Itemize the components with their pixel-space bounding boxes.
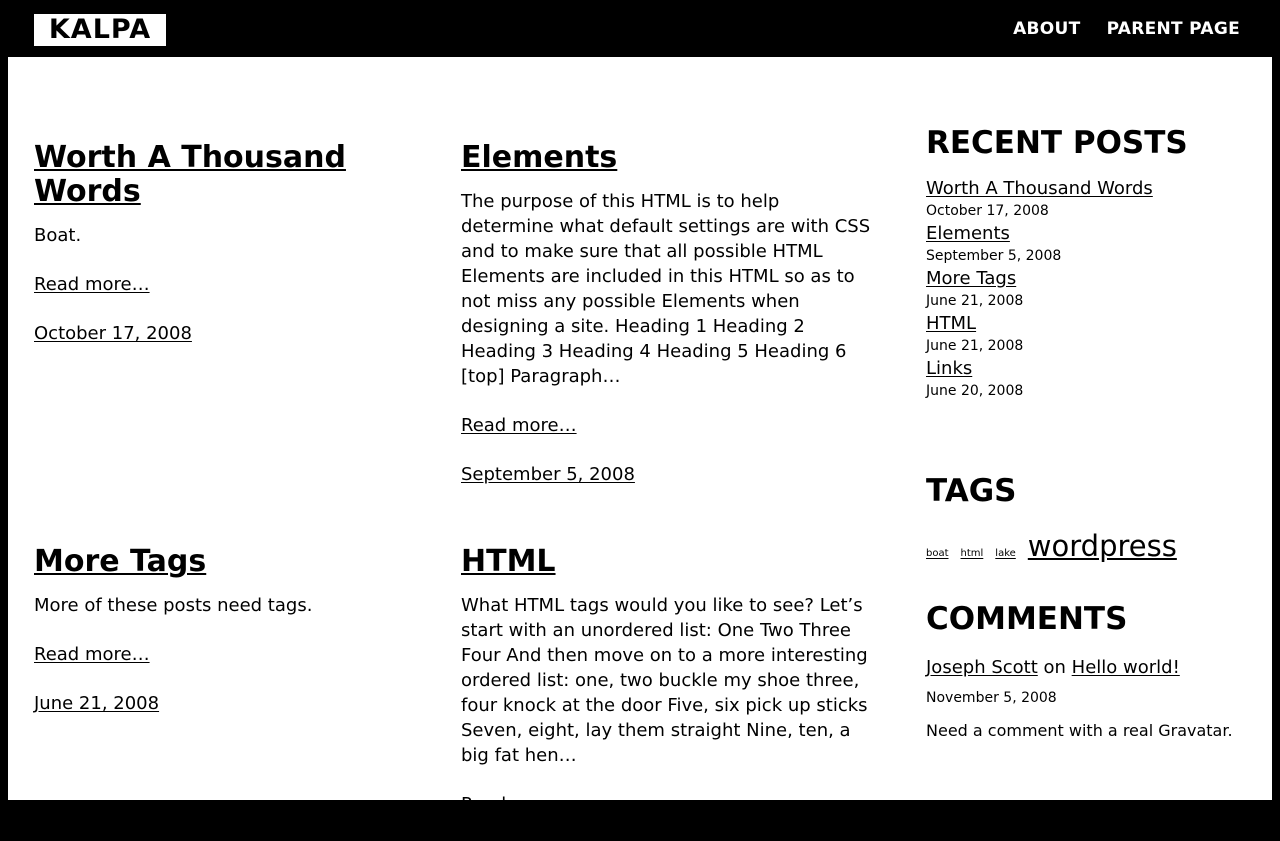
list-item [926, 267, 1256, 311]
tag-cloud [926, 529, 1256, 563]
comments-heading: COMMENTS [926, 601, 1128, 637]
list-item [926, 177, 1256, 221]
read-more-link[interactable]: Read more… [461, 415, 577, 436]
comment-post-link[interactable]: Hello world! [1071, 657, 1180, 678]
recent-post-date: September 5, 2008 [926, 248, 1062, 264]
tag-link[interactable]: html [960, 548, 984, 559]
nav-about[interactable]: ABOUT [1013, 19, 1081, 39]
main-content [8, 57, 1272, 815]
comment-date: November 5, 2008 [926, 690, 1057, 706]
recent-posts-list [926, 177, 1256, 401]
read-more-wrap [34, 642, 444, 667]
read-more-wrap [34, 272, 444, 297]
post-card [34, 141, 444, 346]
post-date-link[interactable]: October 17, 2008 [34, 323, 192, 344]
comment-author-link[interactable]: Joseph Scott [926, 657, 1038, 678]
recent-post-date: June 20, 2008 [926, 383, 1024, 399]
post-excerpt: What HTML tags would you like to see? Let’s start with an unordered list: One Two Three Four And then move on to a more interesting ordered list: one, two buckle my shoe three, four knock at the door Five, six pick up sticks Seven, eight, lay them straight Nine, ten, a big fat hen… [461, 595, 868, 766]
post-card [461, 545, 871, 841]
sidebar [926, 123, 1256, 743]
tag-link[interactable]: lake [995, 548, 1016, 559]
recent-post-link[interactable]: More Tags [926, 268, 1017, 289]
post-title [34, 545, 444, 579]
main-nav [1013, 19, 1240, 39]
comment-header [926, 655, 1256, 681]
comment-text: Need a comment with a real Gravatar. [926, 721, 1233, 740]
post-date-link[interactable]: September 5, 2008 [461, 464, 635, 485]
post-card [461, 141, 871, 487]
recent-posts-heading: RECENT POSTS [926, 125, 1188, 161]
recent-post-link[interactable]: Worth A Thousand Words [926, 178, 1153, 199]
recent-post-date: June 21, 2008 [926, 293, 1024, 309]
site-logo[interactable]: KALPA [34, 14, 166, 46]
nav-parent-page[interactable]: PARENT PAGE [1106, 19, 1240, 39]
post-title [461, 141, 871, 175]
post-excerpt: Boat. [34, 225, 82, 246]
recent-post-link[interactable]: HTML [926, 313, 977, 334]
recent-post-date: June 21, 2008 [926, 338, 1024, 354]
recent-post-link[interactable]: Elements [926, 223, 1010, 244]
post-title [461, 545, 871, 579]
post-excerpt: More of these posts need tags. [34, 595, 313, 616]
list-item [926, 357, 1256, 401]
post-title-link[interactable]: More Tags [34, 544, 207, 579]
tags-heading: TAGS [926, 473, 1017, 509]
post-title-link[interactable]: Elements [461, 140, 618, 175]
read-more-wrap [461, 792, 871, 817]
post-card [34, 545, 444, 716]
recent-post-link[interactable]: Links [926, 358, 973, 379]
post-title-link[interactable]: HTML [461, 544, 556, 579]
read-more-link[interactable]: Read more… [461, 794, 577, 815]
post-date-link[interactable]: June 21, 2008 [34, 693, 160, 714]
post-excerpt: The purpose of this HTML is to help determine what default settings are with CSS and to make sure that all possible HTML Elements are included in this HTML so as to not miss any possible Elements when designing a site. Heading 1 Heading 2 Heading 3 Heading 4 Heading 5 Heading 6 [top] Paragraph… [461, 191, 871, 387]
post-title-link[interactable]: Worth A Thousand Words [34, 140, 346, 209]
tag-link[interactable]: wordpress [1027, 529, 1177, 563]
read-more-link[interactable]: Read more… [34, 644, 150, 665]
read-more-wrap [461, 413, 871, 438]
list-item [926, 312, 1256, 356]
read-more-link[interactable]: Read more… [34, 274, 150, 295]
site-header [0, 0, 1280, 57]
tag-link[interactable]: boat [926, 548, 949, 559]
comment-on-text: on [1043, 657, 1066, 678]
recent-post-date: October 17, 2008 [926, 203, 1049, 219]
list-item [926, 222, 1256, 266]
post-title [34, 141, 444, 209]
